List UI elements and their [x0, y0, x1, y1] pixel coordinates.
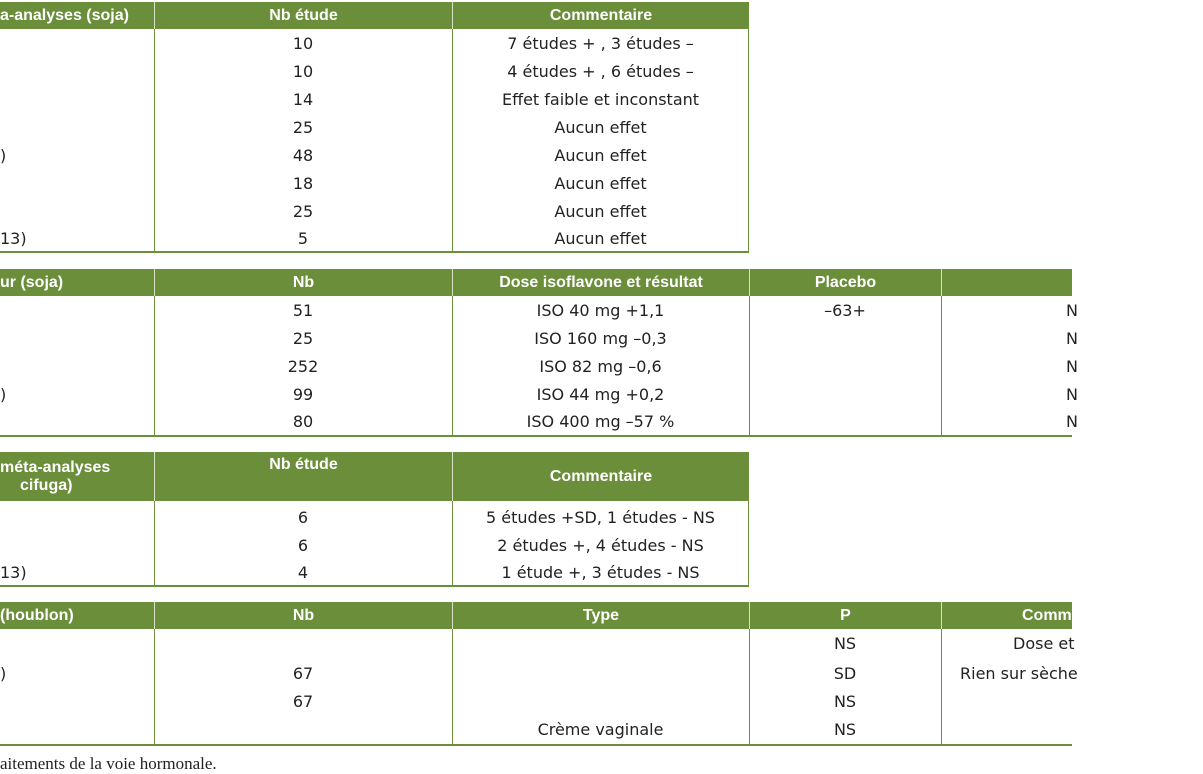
column-header: Nb	[154, 269, 452, 296]
table-cell	[0, 687, 154, 715]
table-cell	[0, 715, 154, 743]
table-cell: 10	[292, 61, 314, 81]
column-header: (houblon)	[0, 606, 74, 624]
table-cell: N	[1066, 300, 1078, 320]
table-cell: ISO 400 mg –57 %	[526, 412, 675, 431]
table-cell	[0, 503, 154, 531]
table-cell: NS	[833, 633, 857, 653]
table-cell: 67	[292, 663, 314, 683]
table-body	[0, 29, 749, 253]
table-cell: Aucun effet	[554, 173, 647, 193]
table-cell	[0, 169, 154, 197]
column-header: P	[749, 602, 941, 629]
table-cell	[452, 687, 749, 715]
column-header: Type	[452, 602, 749, 629]
column-header: Nb étude	[154, 2, 452, 29]
table-cell	[452, 659, 749, 687]
table-body	[0, 629, 1078, 746]
table-cell	[749, 408, 941, 435]
table-cell: Dose et	[1013, 633, 1075, 653]
table-cell: 48	[292, 145, 314, 165]
table-cell	[941, 715, 1072, 743]
table-cell: ISO 160 mg –0,3	[534, 328, 667, 348]
table-cell: NS	[833, 719, 857, 739]
table-cell: 51	[292, 300, 314, 320]
table-cell	[0, 629, 154, 657]
table-cell: 13)	[0, 228, 27, 248]
table-cell: ISO 40 mg +1,1	[536, 300, 665, 320]
column-header: Commentaire	[452, 452, 749, 501]
table-cell	[0, 197, 154, 225]
table-cell: 25	[292, 117, 314, 137]
table-cell	[452, 629, 749, 657]
table-cell	[941, 687, 1072, 715]
table-cell	[154, 629, 452, 657]
table-cell: ISO 82 mg –0,6	[539, 356, 662, 376]
table-cell	[0, 29, 154, 57]
table-cell: 14	[292, 89, 314, 109]
table-cell	[0, 113, 154, 141]
table-cell	[0, 57, 154, 85]
table-cell: 2 études +, 4 études - NS	[497, 535, 704, 555]
column-header-text: Comm	[1022, 606, 1072, 624]
table-header	[0, 2, 749, 29]
table-cell: Aucun effet	[554, 201, 647, 221]
table-body	[0, 296, 1078, 437]
table-cell: N	[1066, 384, 1078, 404]
table-cell: 5 études +SD, 1 études - NS	[486, 507, 715, 527]
table-header	[0, 269, 1072, 296]
table-cell	[0, 352, 154, 380]
column-header: Placebo	[749, 269, 941, 296]
table-cell: 1 étude +, 3 études - NS	[501, 562, 700, 582]
column-header-line: cifuga)	[20, 476, 73, 494]
table-cell: 25	[292, 201, 314, 221]
table-cell: 5	[297, 228, 309, 248]
table-cell: 67	[292, 691, 314, 711]
column-header: Nb étude	[154, 452, 452, 501]
table-body	[0, 501, 749, 587]
footnote: aitements de la voie hormonale.	[0, 754, 217, 773]
table-cell: N	[1066, 356, 1078, 376]
table-cell: NS	[833, 691, 857, 711]
table-cell: Effet faible et inconstant	[501, 89, 700, 109]
column-header: Dose isoflavone et résultat	[452, 269, 749, 296]
table-cell: 252	[287, 356, 319, 376]
table-cell: )	[0, 663, 7, 683]
column-header	[0, 452, 154, 501]
table-cell	[0, 324, 154, 352]
table-cell: Crème vaginale	[537, 719, 664, 739]
table-cell: 4	[297, 562, 309, 582]
table-cell: SD	[833, 663, 857, 683]
table-cell: 6	[297, 507, 309, 527]
table-cell: 25	[292, 328, 314, 348]
column-header	[941, 602, 1072, 629]
column-header: ur (soja)	[0, 273, 64, 291]
table-cell	[749, 352, 941, 380]
table-cell: 80	[292, 412, 314, 431]
table-cell: ISO 44 mg +0,2	[536, 384, 665, 404]
table-cell	[749, 380, 941, 408]
table-cell: Aucun effet	[554, 117, 647, 137]
table-cell: )	[0, 384, 7, 404]
table-cell	[749, 324, 941, 352]
table-cell: 13)	[0, 562, 27, 582]
table-cell: Aucun effet	[554, 228, 647, 248]
column-header-line: méta-analyses	[0, 458, 111, 476]
table-cell: N	[1066, 328, 1078, 348]
table-cell: 10	[292, 33, 314, 53]
table-cell	[0, 296, 154, 324]
table-cell	[0, 85, 154, 113]
table-cell: 6	[297, 535, 309, 555]
table-cell	[0, 408, 154, 435]
table-cell: 18	[292, 173, 314, 193]
table-cell: 7 études + , 3 études –	[507, 33, 694, 53]
table-header	[0, 452, 749, 501]
table-cell: N	[1066, 412, 1078, 431]
table-cell	[0, 531, 154, 559]
table-header	[0, 602, 1072, 629]
table-cell: –63+	[824, 300, 866, 320]
table-cell: )	[0, 145, 7, 165]
column-header: Commentaire	[452, 2, 749, 29]
column-header: a-analyses (soja)	[0, 6, 129, 24]
table-cell: Aucun effet	[554, 145, 647, 165]
table-cell: 4 études + , 6 études –	[507, 61, 694, 81]
table-cell: Rien sur sèche	[960, 663, 1078, 683]
table-cell: 99	[292, 384, 314, 404]
table-cell	[154, 715, 452, 743]
column-header: Nb	[154, 602, 452, 629]
column-header	[941, 269, 1072, 296]
